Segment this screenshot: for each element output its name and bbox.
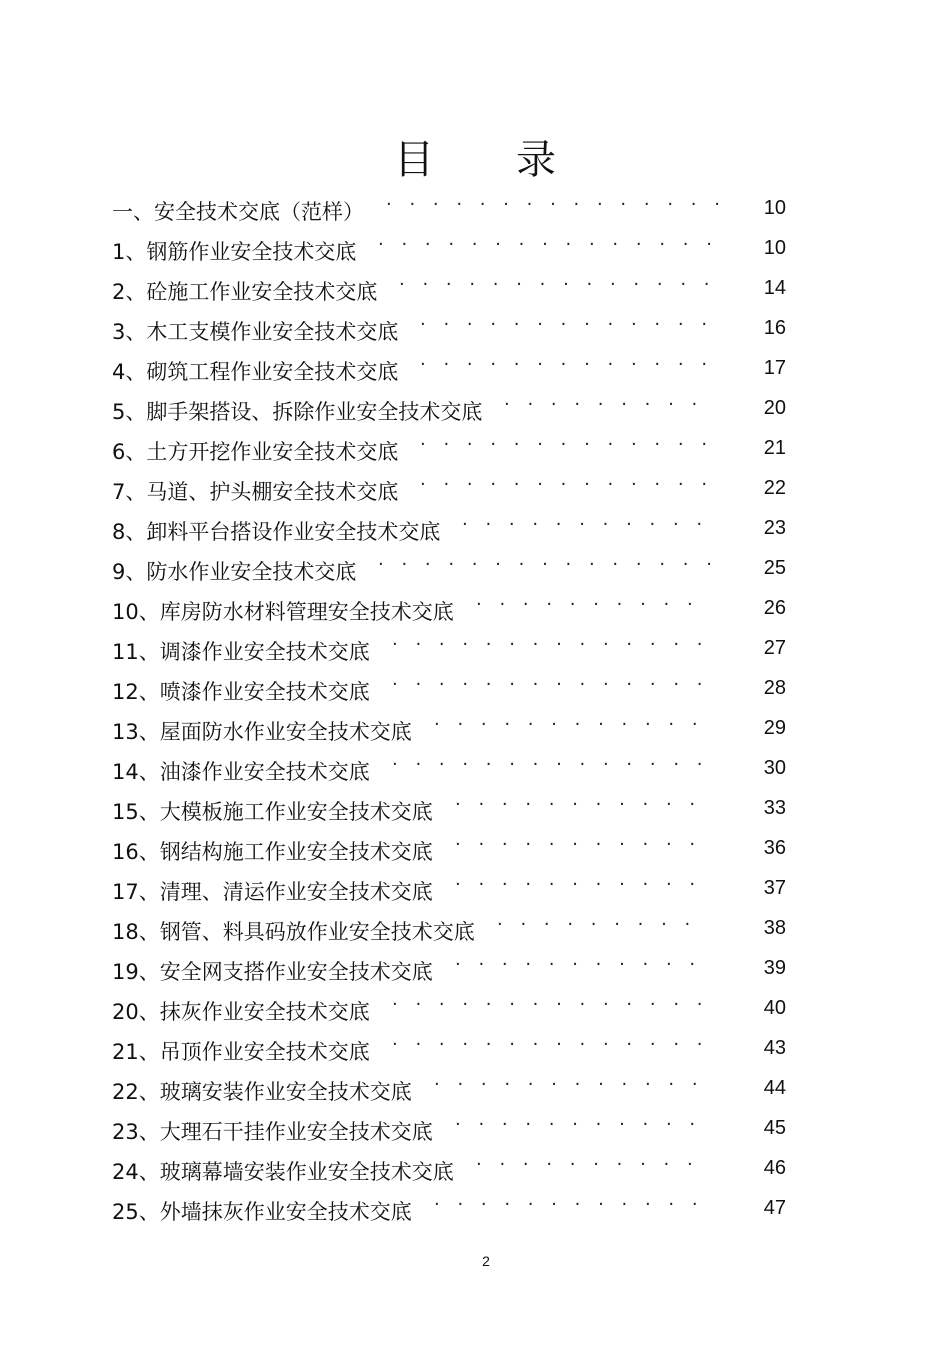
page-number: 2 [482,1253,490,1269]
toc-entry[interactable] [112,988,792,1028]
toc-entry-label: 20、抹灰作业安全技术交底 [112,1000,370,1024]
toc-entry-page: 10 [763,237,786,259]
toc-entry-page: 44 [763,1077,786,1099]
toc-entry[interactable] [112,1028,792,1068]
toc-leader-dots: · · · · · · · · · · · [462,514,709,535]
toc-entry-label: 7、马道、护头棚安全技术交底 [112,480,399,504]
toc-entry-label: 25、外墙抹灰作业安全技术交底 [112,1200,412,1224]
toc-leader-dots: · · · · · · · · · · · · · · [399,274,716,295]
toc-entry-page: 46 [763,1157,786,1179]
toc-entry-page: 22 [763,477,786,499]
toc-entry[interactable] [112,628,792,668]
toc-entry[interactable] [112,508,792,548]
toc-leader-dots: · · · · · · · · · · · [455,834,702,855]
toc-leader-dots: · · · · · · · · · · · · · · [392,674,709,695]
toc-entry-page: 27 [763,637,786,659]
toc-entry[interactable] [112,188,792,228]
toc-entry-page: 40 [763,997,786,1019]
toc-entry[interactable] [112,788,792,828]
toc-entry-page: 45 [763,1117,786,1139]
toc-leader-dots: · · · · · · · · · [504,394,704,415]
toc-entry[interactable] [112,1188,792,1228]
toc-leader-dots: · · · · · · · · · · · · · · [392,754,709,775]
toc-entry-page: 23 [763,517,786,539]
toc-entry-page: 36 [763,837,786,859]
toc-entry-label: 17、清理、清运作业安全技术交底 [112,880,433,904]
toc-entry-page: 25 [763,557,786,579]
toc-entry-label: 12、喷漆作业安全技术交底 [112,680,370,704]
toc-leader-dots: · · · · · · · · · · · · · [420,434,714,455]
toc-leader-dots: · · · · · · · · · · · · [434,1194,704,1215]
toc-leader-dots: · · · · · · · · · · · · · · · [378,234,718,255]
toc-entry-label: 1、钢筋作业安全技术交底 [112,240,357,264]
toc-entry-label: 3、木工支模作业安全技术交底 [112,320,399,344]
toc-entry-page: 21 [763,437,786,459]
toc-entry[interactable] [112,308,792,348]
toc-entry[interactable] [112,1108,792,1148]
toc-leader-dots: · · · · · · · · · · · [455,874,702,895]
toc-entry[interactable] [112,868,792,908]
toc-entry-page: 16 [763,317,786,339]
toc-entry-label: 一、安全技术交底（范样） [112,200,364,224]
page-title [0,128,950,185]
toc-entry[interactable] [112,348,792,388]
toc-entry[interactable] [112,908,792,948]
toc-leader-dots: · · · · · · · · · · · · · · [392,634,709,655]
title-char-1: 目 [394,137,516,183]
toc-leader-dots: · · · · · · · · · · · [455,954,702,975]
toc-entry-page: 20 [763,397,786,419]
toc-leader-dots: · · · · · · · · · · · · · · · [386,194,726,215]
toc-entry[interactable] [112,668,792,708]
toc-entry-page: 29 [763,717,786,739]
toc-leader-dots: · · · · · · · · · · · · · [420,354,714,375]
toc-entry-page: 39 [763,957,786,979]
toc-leader-dots: · · · · · · · · · · · · · [420,474,714,495]
toc-entry[interactable] [112,228,792,268]
toc-leader-dots: · · · · · · · · · · [476,1154,699,1175]
toc-leader-dots: · · · · · · · · · · · · · · [392,1034,709,1055]
toc-entry-page: 17 [763,357,786,379]
toc-entry-label: 21、吊顶作业安全技术交底 [112,1040,370,1064]
toc-leader-dots: · · · · · · · · · · · · · · [392,994,709,1015]
toc-leader-dots: · · · · · · · · · · · · · [420,314,714,335]
toc-entry-label: 10、库房防水材料管理安全技术交底 [112,600,454,624]
toc-leader-dots: · · · · · · · · · · · [455,794,702,815]
toc-leader-dots: · · · · · · · · · · · · [434,714,704,735]
toc-entry-page: 47 [763,1197,786,1219]
toc-entry-page: 10 [763,197,786,219]
toc-entry[interactable] [112,268,792,308]
toc-entry-label: 6、土方开挖作业安全技术交底 [112,440,399,464]
toc-entry-page: 26 [763,597,786,619]
toc-entry-page: 43 [763,1037,786,1059]
toc-entry[interactable] [112,428,792,468]
toc-entry-label: 18、钢管、料具码放作业安全技术交底 [112,920,475,944]
toc-entry-page: 33 [763,797,786,819]
toc-entry-label: 2、砼施工作业安全技术交底 [112,280,378,304]
toc-entry-label: 22、玻璃安装作业安全技术交底 [112,1080,412,1104]
toc-entry[interactable] [112,588,792,628]
toc-entry-label: 4、砌筑工程作业安全技术交底 [112,360,399,384]
toc-entry-label: 15、大模板施工作业安全技术交底 [112,800,433,824]
toc-entry-label: 14、油漆作业安全技术交底 [112,760,370,784]
toc-entry[interactable] [112,548,792,588]
table-of-contents [112,188,792,1228]
toc-entry-label: 23、大理石干挂作业安全技术交底 [112,1120,433,1144]
toc-entry-page: 30 [763,757,786,779]
toc-entry-label: 8、卸料平台搭设作业安全技术交底 [112,520,441,544]
toc-entry-label: 24、玻璃幕墙安装作业安全技术交底 [112,1160,454,1184]
toc-entry[interactable] [112,1148,792,1188]
toc-entry[interactable] [112,748,792,788]
toc-entry-label: 16、钢结构施工作业安全技术交底 [112,840,433,864]
toc-leader-dots: · · · · · · · · · [497,914,697,935]
title-char-2: 录 [516,137,638,183]
toc-entry[interactable] [112,1068,792,1108]
toc-entry[interactable] [112,388,792,428]
toc-entry-page: 28 [763,677,786,699]
toc-entry[interactable] [112,948,792,988]
toc-entry-label: 13、屋面防水作业安全技术交底 [112,720,412,744]
toc-entry-page: 38 [763,917,786,939]
toc-entry[interactable] [112,828,792,868]
toc-entry-label: 11、调漆作业安全技术交底 [112,640,370,664]
toc-entry[interactable] [112,468,792,508]
toc-leader-dots: · · · · · · · · · · · · · · · [378,554,718,575]
toc-entry-page: 14 [763,277,786,299]
toc-entry-label: 9、防水作业安全技术交底 [112,560,357,584]
toc-leader-dots: · · · · · · · · · · · [455,1114,702,1135]
toc-entry-label: 5、脚手架搭设、拆除作业安全技术交底 [112,400,483,424]
toc-entry-label: 19、安全网支搭作业安全技术交底 [112,960,433,984]
toc-leader-dots: · · · · · · · · · · [476,594,699,615]
toc-entry[interactable] [112,708,792,748]
toc-entry-page: 37 [763,877,786,899]
toc-leader-dots: · · · · · · · · · · · · [434,1074,704,1095]
